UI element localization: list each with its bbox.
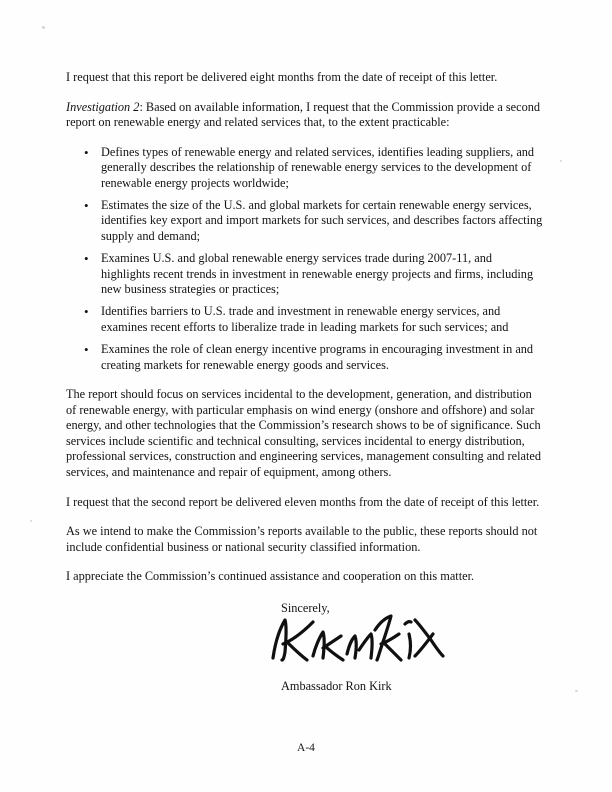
bullet-icon: • — [84, 251, 89, 267]
investigation-text: : Based on available information, I request that the Commission provide a second report on renewable energy and related services that, to the extent practicable: — [66, 99, 541, 130]
paragraph-report-delivery: I request that this report be delivered eight months from the date of receipt of this letter. — [66, 70, 498, 84]
list-item — [66, 251, 544, 297]
list-item-text: Defines types of renewable energy and related services, identifies leading suppliers, and generally describes the relationship of renewable energy services to the development of renewable energy projects worldwide; — [101, 144, 535, 190]
paragraph-second-report-delivery: I request that the second report be delivered eleven months from the date of receipt of this letter. — [66, 494, 540, 509]
bullet-icon: • — [84, 198, 89, 213]
bullet-icon: • — [84, 304, 89, 320]
paragraph-investigation-2 — [66, 100, 544, 131]
list-item — [66, 145, 544, 191]
bullet-icon: • — [84, 342, 89, 358]
closing-text: Sincerely, — [281, 601, 330, 615]
scan-speck — [575, 690, 578, 692]
list-item — [66, 342, 544, 373]
bullet-icon: • — [84, 144, 89, 160]
list-item — [66, 304, 544, 335]
list-item — [66, 198, 544, 244]
letter-body — [66, 70, 544, 694]
list-item-text: Estimates the size of the U.S. and global markets for certain renewable energy services, identifies key export and import markets for such services, and describes factors affecting supply and demand; — [101, 198, 543, 243]
paragraph-appreciation: I appreciate the Commission’s continued assistance and cooperation on this matter. — [66, 569, 475, 584]
scan-speck — [560, 160, 562, 162]
investigation-label: Investigation 2 — [66, 99, 140, 114]
list-item-text: Examines U.S. and global renewable energy services trade during 2007-11, and highlights recent trends in investment in renewable energy projects and firms, including new business strategies or practices; — [101, 251, 534, 297]
signature-image — [263, 610, 463, 668]
scan-speck — [30, 520, 32, 522]
closing-block — [66, 601, 544, 694]
list-item-text: Examines the role of clean energy incentive programs in encouraging investment in and creating markets for renewable energy goods and services. — [101, 342, 534, 372]
scan-speck — [42, 26, 45, 29]
investigation-bullet-list — [66, 145, 544, 373]
signer-name: Ambassador Ron Kirk — [281, 679, 392, 693]
paragraph-public-availability: As we intend to make the Commission’s reports available to the public, these reports should not include confidential business or national security classified information. — [66, 524, 538, 554]
list-item-text: Identifies barriers to U.S. trade and investment in renewable energy services, and examines recent efforts to liberalize trade in leading markets for such services; and — [101, 304, 509, 334]
paragraph-report-focus: The report should focus on services incidental to the development, generation, and distribution of renewable energy, with particular emphasis on wind energy (onshore and offshore) and solar energy, and other technologies that the Commission’s research shows to be of significance. Such services include scientific and technical consulting, services incidental to energy distribution, professional services, construction and engineering services, management consulting and related services, and maintenance and repair of equipment, among others. — [66, 387, 541, 480]
page-number: A-4 — [297, 742, 315, 754]
